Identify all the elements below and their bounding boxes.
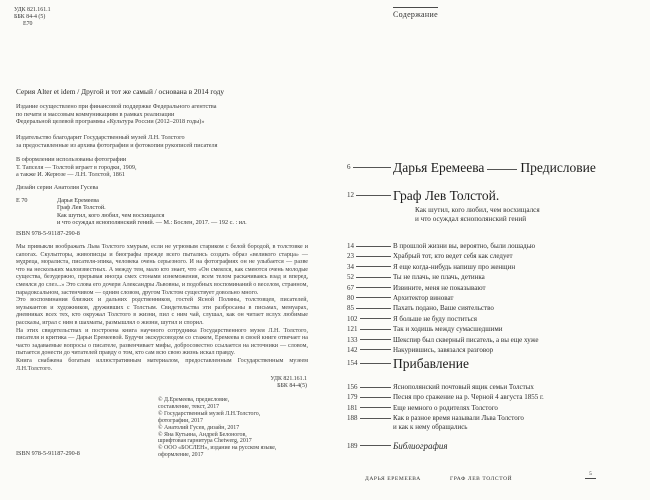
toc-page-number-rule — [347, 404, 393, 412]
toc-leader-line — [356, 277, 391, 278]
toc-leader-line — [360, 418, 392, 419]
toc-page-number: 52 — [347, 273, 354, 282]
contents-heading: Содержание — [393, 7, 438, 19]
copyright-line: © Д.Еремеева, предисловие, — [158, 397, 230, 403]
toc-item-title: Шекспир был скверный писатель, а вы еще хуже — [393, 335, 539, 344]
copyright-line: © Анатолий Гусев, дизайн, 2017 — [158, 424, 240, 431]
subtitle-line: и что осуждал яснополянский гений — [415, 215, 527, 223]
toc-page-number-rule — [347, 273, 393, 281]
catalog-entry-description — [57, 197, 247, 227]
acknowledgement-note — [16, 134, 217, 149]
toc-page-number: 80 — [347, 293, 354, 302]
annotation-paragraph: Это воспоминания близких и дальних родственников, гостей Ясной Поляны, толстовцев, писателей, музыкантов и художников, друживших с Толстым. Свидетельства эти разбросаны в письмах, мемуарах, дневниках всех тех, кто окружал Толстого в жизни, пил с ним чай, слушал, как он читает вслух любимые рассказы, играл с ним в шахматы, размышлял о жизни, шутил и спорил. — [16, 297, 308, 326]
funding-line: Федеральной целевой программы «Культура России (2012–2018 годы)» — [16, 118, 205, 125]
toc-item — [347, 393, 639, 402]
funding-note — [16, 103, 217, 126]
toc-item — [347, 273, 639, 282]
catalog-code-block-bottom — [270, 376, 307, 390]
entry-line: Дарья Еремеева — [57, 197, 99, 204]
toc-item — [347, 325, 639, 334]
thanks-line: за предоставленные из архива фотографии и фотокопии рукописей писателя — [16, 141, 218, 149]
bbk-line: ББК 84-4(5) — [277, 383, 307, 389]
credit-line: а также И. Жерюзе — Л.Н. Толстой, 1861 — [16, 171, 125, 178]
toc-chapter-list — [347, 242, 639, 356]
funding-line: по печати и массовым коммуникациям в рамках реализации — [16, 110, 175, 118]
toc-item — [347, 304, 639, 313]
toc-page-number: 181 — [347, 403, 358, 412]
annotation-text — [16, 244, 308, 373]
toc-leader-line — [356, 246, 391, 247]
toc-page-number-rule — [347, 284, 393, 292]
toc-leader-line — [356, 266, 391, 267]
toc-page-number: 14 — [347, 242, 354, 250]
toc-item — [347, 414, 639, 432]
copyright-line: © ООО «БОСЛЕН», издание на русском языке, — [158, 445, 277, 452]
isbn: ISBN 978-5-91187-290-8 — [16, 230, 80, 237]
credit-line: Т. Тапселя — Толстой играет в городки, 1909, — [16, 163, 137, 171]
entry-line: и что осуждал яснополянский гений. — М.: Бослен, 2017. — 192 с. : ил. — [57, 219, 247, 227]
toc-item-title: Архитектор виноват — [393, 293, 454, 302]
toc-page-number: 189 — [347, 441, 358, 450]
toc-leader-line — [360, 349, 392, 350]
toc-leader-line — [360, 407, 392, 408]
toc-item-title: Песня про сражение на р. Черной 4 августа 1855 г. — [393, 393, 544, 402]
toc-page-number-rule — [347, 263, 393, 271]
toc-leader-line — [356, 308, 391, 309]
toc-item-title: Пахать подано, Ваше сиятельство — [393, 304, 494, 313]
contents-page — [325, 0, 650, 500]
entry-line: Как шутил, кого любил, чем восхищался — [57, 211, 165, 219]
toc-page-number-rule — [347, 252, 393, 260]
toc-page-number-rule — [347, 441, 393, 450]
toc-page-number: 34 — [347, 262, 354, 271]
toc-entry-title: Предисловие — [520, 160, 596, 175]
toc-page-number-rule — [347, 346, 393, 354]
toc-item-title: Храбрый тот, кто ведет себя как следует — [393, 252, 513, 261]
toc-item — [347, 284, 639, 293]
running-footer-author: ДАРЬЯ ЕРЕМЕЕВА — [365, 476, 421, 482]
toc-page-number: 142 — [347, 345, 358, 354]
copyright-block — [158, 397, 276, 459]
toc-page-number: 102 — [347, 314, 358, 323]
toc-page-number: 154 — [347, 359, 358, 367]
toc-page-number-rule — [347, 242, 393, 250]
annotation-paragraph: Мы привыкли воображать Льва Толстого хмурым, если не угрюмым стариком с белой бородой, в толстовке и сапогах. Скульпторы, живописцы и биографы прежде всего пытались создать образ «великого старца» — мудреца, моралиста, писателя-эпика, человека очень серьезного. И на фотографиях он не улыбается — разве что на нескольких малоизвестных. А между тем, мало кто знает, что «Он смеялся, как смеются очень молодые существа, безудержно, прерывая иногда смех стонами изнеможения, всем телом раскачиваясь взад и вперед, смеялся до слез...» Это слова его дочери Александры Львовны, и подобных воспоминаний о веселом, странном, парадоксальном, застенчивом — одним словом, другом Толстом существует довольно много. — [16, 244, 308, 296]
toc-leader-line — [356, 287, 391, 288]
toc-page-number-rule — [347, 393, 393, 401]
toc-item — [347, 252, 639, 261]
catalog-entry-code: Е 70 — [16, 197, 28, 204]
toc-item — [347, 294, 639, 303]
toc-page-number-rule — [347, 294, 393, 302]
toc-page-number: 188 — [347, 414, 358, 423]
toc-leader-line — [360, 339, 392, 340]
toc-item — [347, 263, 639, 272]
toc-page-number-rule — [347, 383, 393, 391]
toc-leader-line — [360, 363, 392, 364]
toc-page-number: 12 — [347, 191, 354, 199]
toc-page-number: 133 — [347, 335, 358, 344]
toc-item-title-multiline — [393, 414, 524, 432]
toc-page-number-rule — [347, 191, 393, 203]
toc-leader-line — [356, 256, 391, 257]
isbn-bottom: ISBN 978-5-91187-290-8 — [16, 450, 80, 457]
copyright-line: шрифтовая гарнитура Chetwerg, 2017 — [158, 438, 252, 445]
annotation-paragraph: На этих свидетельствах и построена книга научного сотрудника Государственного музея Л.Н. Толстого, писателя и критика — Дарьи Еремеевой. Будучи экскурсоводом со стажем, Еремеева в своей книге отвечает на часто задаваемые вопросы о писателе, развенчивает мифы, добросовестно ссылается на источники — словом, пытается донести до читателей правду о том, кто сам всю свою жизнь искал правду. — [16, 327, 308, 357]
toc-page-number: 67 — [347, 283, 354, 292]
toc-item-title-line: и как к нему обращались — [393, 423, 468, 432]
funding-line: Издание осуществлено при финансовой поддержке Федерального агентства — [16, 103, 217, 110]
toc-leader-line — [360, 318, 392, 319]
copyright-line: фотографии, 2017 — [158, 417, 203, 424]
toc-leader-line — [356, 195, 391, 196]
toc-page-number-rule — [347, 414, 393, 422]
toc-item-title: Извините, меня не показывают — [393, 283, 486, 292]
toc-page-number: 121 — [347, 325, 358, 334]
toc-page-number-rule — [347, 325, 393, 333]
toc-item-title: Ты не плачь, не плачь, детинка — [393, 273, 485, 282]
toc-page-number-rule — [347, 304, 393, 312]
page-number-rule — [585, 478, 596, 479]
toc-item-title: В прошлой жизни вы, вероятно, были лошадью — [393, 242, 536, 250]
toc-item — [347, 404, 639, 413]
toc-leader-line — [360, 445, 392, 446]
toc-bibliography-title: Библиография — [393, 441, 448, 451]
udk-line: УДК 821.161.1 — [270, 376, 307, 382]
toc-section-heading — [347, 356, 639, 371]
series-design-credit: Дизайн серии Анатолия Гусева — [16, 184, 99, 191]
author-code-line: Е70 — [23, 21, 33, 27]
catalog-entry — [16, 197, 247, 227]
toc-leader-line — [487, 169, 517, 170]
copyright-line: составление, текст, 2017 — [158, 403, 220, 410]
toc-page-number-rule — [347, 359, 393, 371]
series-line: Серия Alter et idem / Другой и тот же самый / основана в 2014 году — [16, 87, 225, 96]
toc-item-title: Накурившись, завязался разговор — [393, 345, 494, 354]
toc-entry-author: Дарья Еремеева — [393, 160, 485, 175]
toc-section-title: Прибавление — [393, 356, 469, 371]
toc-page-number: 23 — [347, 252, 354, 261]
toc-item — [347, 383, 639, 392]
toc-page-number-rule — [347, 163, 393, 175]
toc-page-number-rule — [347, 315, 393, 323]
toc-page-number: 85 — [347, 304, 354, 313]
toc-leader-line — [360, 397, 392, 398]
copyright-line: © Яна Кутьина, Андрей Белоногов, — [158, 431, 247, 438]
toc-item-title: Яснополянский почтовый ящик семьи Толстых — [393, 383, 534, 391]
toc-item-title: Я больше не буду поститься — [393, 314, 477, 323]
toc-entry-preface — [347, 160, 639, 175]
toc-item — [347, 336, 639, 345]
toc-entry-subtitle — [415, 206, 540, 224]
toc-page-number: 6 — [347, 163, 351, 171]
toc-item-title-line: Как в разное время называли Льва Толстого — [393, 414, 524, 423]
thanks-line: Издательство благодарит Государственный музей Л.Н. Толстого — [16, 134, 185, 141]
toc-page-number: 156 — [347, 383, 358, 391]
toc-item-title: Еще немного о родителях Толстого — [393, 403, 498, 412]
toc-entry-title: Граф Лев Толстой. — [393, 188, 500, 203]
toc-column — [347, 0, 639, 500]
credit-line: В оформлении использованы фотографии — [16, 156, 127, 163]
toc-item — [347, 242, 639, 251]
subtitle-line: Как шутил, кого любил, чем восхищался — [415, 206, 540, 214]
toc-page-number: 179 — [347, 393, 358, 402]
running-footer-book-title: ГРАФ ЛЕВ ТОЛСТОЙ — [450, 476, 513, 482]
photo-credits-note — [16, 156, 137, 179]
toc-leader-line — [360, 387, 392, 388]
udk-line: УДК 821.161.1 — [14, 7, 51, 13]
toc-item-title: Я еще когда-нибудь напишу про женщин — [393, 262, 516, 271]
toc-item-title: Так и ходишь между сумасшедшими — [393, 325, 503, 334]
toc-leader-line — [360, 329, 392, 330]
page-number-value: 5 — [589, 471, 592, 477]
toc-leader-line — [356, 297, 391, 298]
catalog-code-block — [14, 7, 51, 28]
entry-line: Граф Лев Толстой. — [57, 204, 106, 212]
copyright-line: оформление, 2017 — [158, 452, 204, 459]
bbk-line: ББК 84-4 (5) — [14, 14, 46, 20]
annotation-paragraph: Книга снабжена богатым иллюстративным материалом, предоставленным Государственным музеем Л.Н.Толстого. — [16, 357, 308, 372]
toc-leader-line — [353, 167, 392, 168]
toc-entry-bibliography — [347, 441, 639, 451]
page-number-folio — [585, 471, 596, 479]
toc-item — [347, 346, 639, 355]
toc-page-number-rule — [347, 336, 393, 344]
toc-appendix-list — [347, 383, 639, 434]
copyright-line: © Государственный музей Л.Н.Толстого, — [158, 410, 261, 417]
toc-item — [347, 315, 639, 324]
toc-entry-main-title — [347, 188, 639, 203]
